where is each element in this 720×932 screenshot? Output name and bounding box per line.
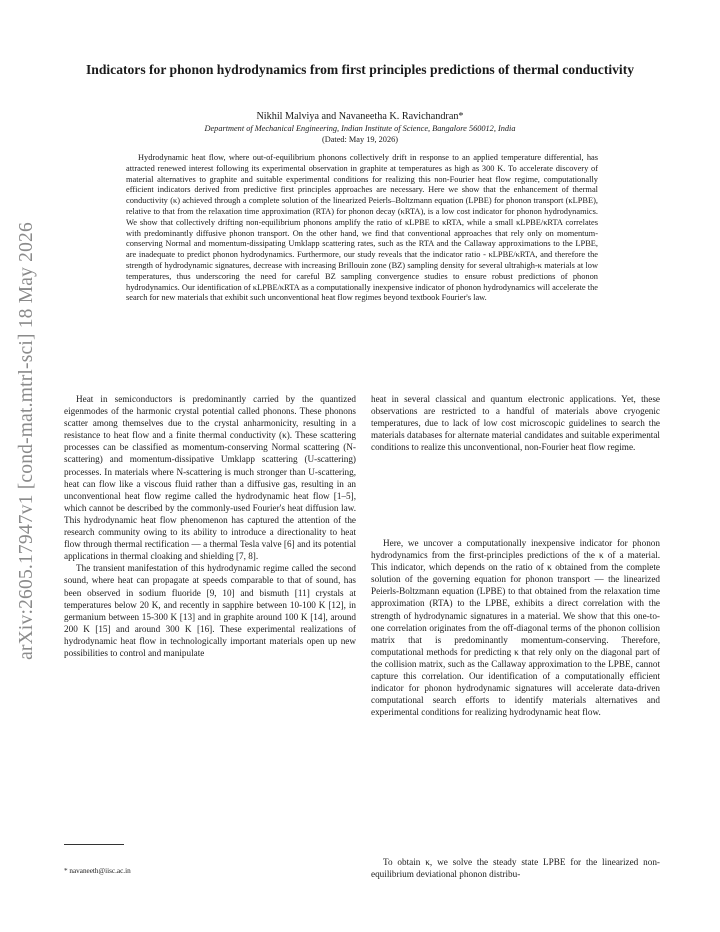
footnote-email: * navaneeth@iisc.ac.in [64,867,131,875]
body-paragraph: To obtain κ, we solve the steady state LPBE for the linearized non-equilibrium deviational phonon distribu- [371,857,660,880]
date-line: (Dated: May 19, 2026) [321,135,399,144]
abstract: Hydrodynamic heat flow, where out-of-equilibrium phonons collectively drift in response to an applied temperature differential, has attracted renewed interest following its experimental observation in graphite at temperatures as high as 300 K. To accelerate discovery of material alternatives to graphite and suitable experimental conditions for realizing this non-Fourier heat flow regime, computationally efficient indicators derived from predictive first principles approaches are necessary. Here we show that the enhancement of thermal conductivity (κ) achieved through a complete solution of the linearized Peierls–Boltzmann equation (LPBE) for phonon transport (κLPBE), relative to that from the relaxation time approximation (RTA) for phonon decay (κRTA), is a low cost indicator for phonon hydrodynamics. We show that collectively drifting non-equilibrium phonons amplify the ratio of κLPBE to κRTA, while a small κLPBE/κRTA correlates with predominantly diffusive phonon transport. On the other hand, we find that conventional approaches that rely only on momentum-conserving Normal and momentum-dissipating Umklapp scattering rates, such as the RTA and the Callaway approximations to the LPBE, are inadequate to predict phonon hydrodynamics. Furthermore, our study reveals that the indicator ratio - κLPBE/κRTA, and therefore the strength of hydrodynamic signatures, decrease with increasing Brillouin zone (BZ) sampling density for several ultrahigh-κ materials at low temperatures, thus underscoring the need for careful BZ sampling convergence studies to ensure robust predictions of phonon hydrodynamics. Our identification of κLPBE/κRTA as a computationally inexpensive indicator of phonon hydrodynamics will accelerate the search for new materials that exhibit such unconventional heat flow regimes beyond textbook Fourier's law. [126,153,598,303]
body-paragraph: Heat in semiconductors is predominantly carried by the quantized eigenmodes of the harmonic crystal potential called phonons. These phonons scatter among themselves due to the crystal anharmonicity, resulting in a resistance to heat flow and a finite thermal conductivity (κ). These scattering processes can be classified as momentum-conserving Normal scattering (N-scattering) and momentum-dissipative Umklapp scattering (U-scattering) processes. In materials where N-scattering is much stronger than U-scattering, heat can flow like a viscous fluid rather than a diffusive gas, resulting in an unconventional heat flow regime called the hydrodynamic heat flow [1–5], which cannot be described by the commonly-used Fourier's heat diffusion law. This hydrodynamic heat flow phenomenon has captured the attention of the research community owing to its ability to introduce a directionality to heat flow through thermal rectification — a thermal Tesla valve [6] and its potential applications in thermal cloaking and shielding [7, 8]. [64,394,356,562]
left-column [64,393,356,659]
body-paragraph: heat in several classical and quantum electronic applications. Yet, these observations are restricted to a handful of materials above cryogenic temperatures, due to lack of low cost microscopic guidelines to search the materials databases for alternate material candidates and suitable experimental conditions to realize this unconventional, non-Fourier heat flow regime. [371,394,660,453]
right-column-bottom [371,856,660,880]
author-list: Nikhil Malviya and Navaneetha K. Ravichandran* [256,111,464,122]
author-affiliation: Department of Mechanical Engineering, Indian Institute of Science, Bangalore 560012, India [204,124,516,133]
body-paragraph: Here, we uncover a computationally inexpensive indicator for phonon hydrodynamics from the first-principles predictions of the κ of a material. This indicator, which depends on the ratio of κ obtained from the complete solution of the governing equation for phonon transport — the linearized Peierls-Boltzmann equation (LPBE) to that obtained from the relaxation time approximation (RTA) to the LPBE, exhibits a direct correlation with the strength of hydrodynamic signatures in a material. We show that this one-to-one correlation originates from the off-diagonal terms of the phonon collision matrix that is predominantly momentum-conserving. Therefore, computational methods for predicting κ that rely only on the diagonal part of the collision matrix, such as the Callaway approximation to the LPBE, cannot capture this correlation. Our identification of a computationally efficient indicator for phonon hydrodynamic signatures will accelerate data-driven computational search efforts to identify materials alternatives and experimental conditions for realizing hydrodynamic heat flow. [371,538,660,718]
right-column-middle [371,537,660,718]
arxiv-identifier-text: arXiv:2605.17947v1 [cond-mat.mtrl-sci] 18 May 2026 [16,222,37,660]
footnote-divider [64,844,124,845]
right-column-top [371,393,660,453]
body-paragraph: The transient manifestation of this hydrodynamic regime called the second sound, where heat can propagate at speeds comparable to that of sound, has been observed in sodium fluoride [9, 10] and bismuth [11] crystals at temperatures below 20 K, and recently in sapphire between 10-100 K [12], in germanium between 15-300 K [13] and in graphite around 100 K [14], around 200 K [15] and around 300 K [16]. These experimental realizations of hydrodynamic heat flow in technologically important materials open up new possibilities to control and manipulate [64,563,356,658]
paper-title: Indicators for phonon hydrodynamics from first principles predictions of thermal conductivity [85,62,635,77]
arxiv-identifier-stamp [6,206,48,676]
